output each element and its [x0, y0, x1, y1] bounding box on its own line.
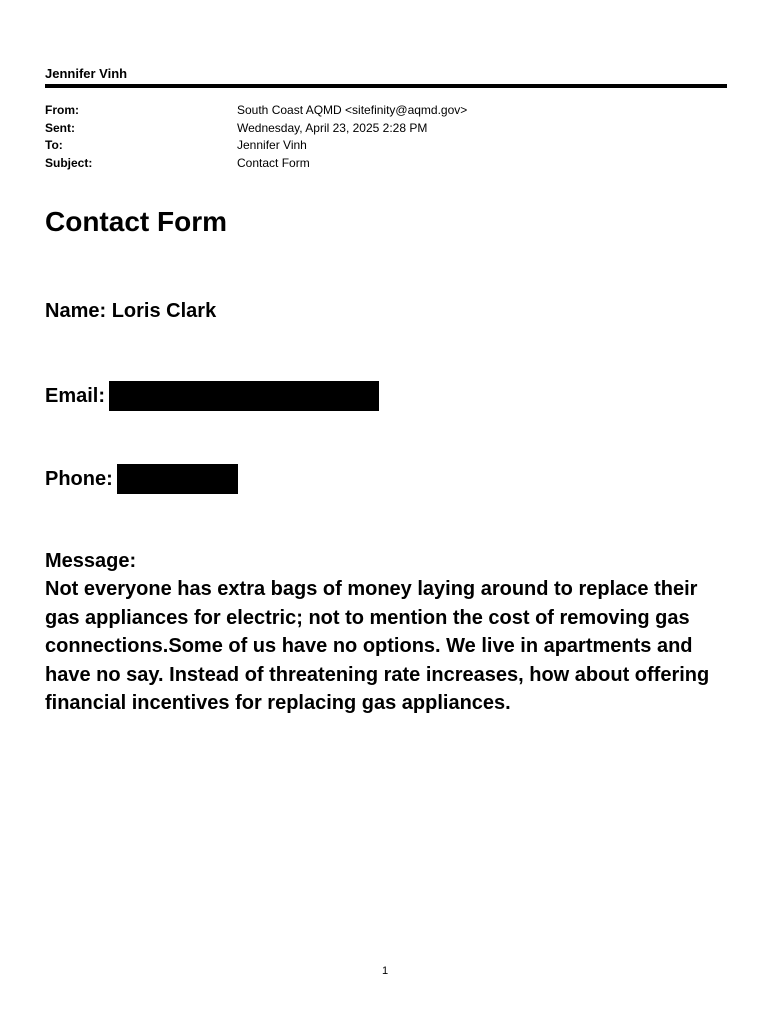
to-row — [45, 137, 467, 155]
email-field — [45, 381, 379, 411]
name-field — [45, 297, 216, 325]
mailbox-owner: Jennifer Vinh — [45, 66, 128, 81]
header-divider — [45, 84, 727, 88]
sent-label: Sent: — [45, 120, 75, 135]
name-label: Name: — [45, 300, 107, 322]
subject-label: Subject: — [45, 155, 93, 170]
form-title: Contact Form — [45, 206, 227, 237]
phone-redaction — [117, 464, 238, 494]
subject-row — [45, 155, 467, 173]
email-redaction — [109, 381, 379, 411]
email-header-fields — [45, 102, 467, 172]
page-number: 1 — [381, 965, 389, 977]
from-value: South Coast AQMD <sitefinity@aqmd.gov> — [237, 103, 468, 117]
sent-value: Wednesday, April 23, 2025 2:28 PM — [237, 120, 428, 135]
message-section — [45, 547, 735, 717]
email-label: Email: — [45, 385, 106, 407]
phone-field — [45, 464, 238, 494]
to-value: Jennifer Vinh — [237, 138, 307, 152]
phone-label: Phone: — [45, 468, 113, 490]
from-row — [45, 102, 467, 120]
to-label: To: — [45, 138, 63, 152]
name-value: Loris Clark — [111, 300, 217, 322]
subject-value: Contact Form — [237, 155, 310, 170]
from-label: From: — [45, 103, 79, 117]
message-body: Not everyone has extra bags of money laying around to replace their gas appliances for electric; not to mention the cost of removing gas connections.Some of us have no options. We live in apartments and have no say. Instead of threatening rate increases, how about offering financial incentives for replacing gas appliances. — [45, 578, 710, 715]
sent-row — [45, 120, 467, 138]
message-label: Message: — [45, 550, 137, 572]
